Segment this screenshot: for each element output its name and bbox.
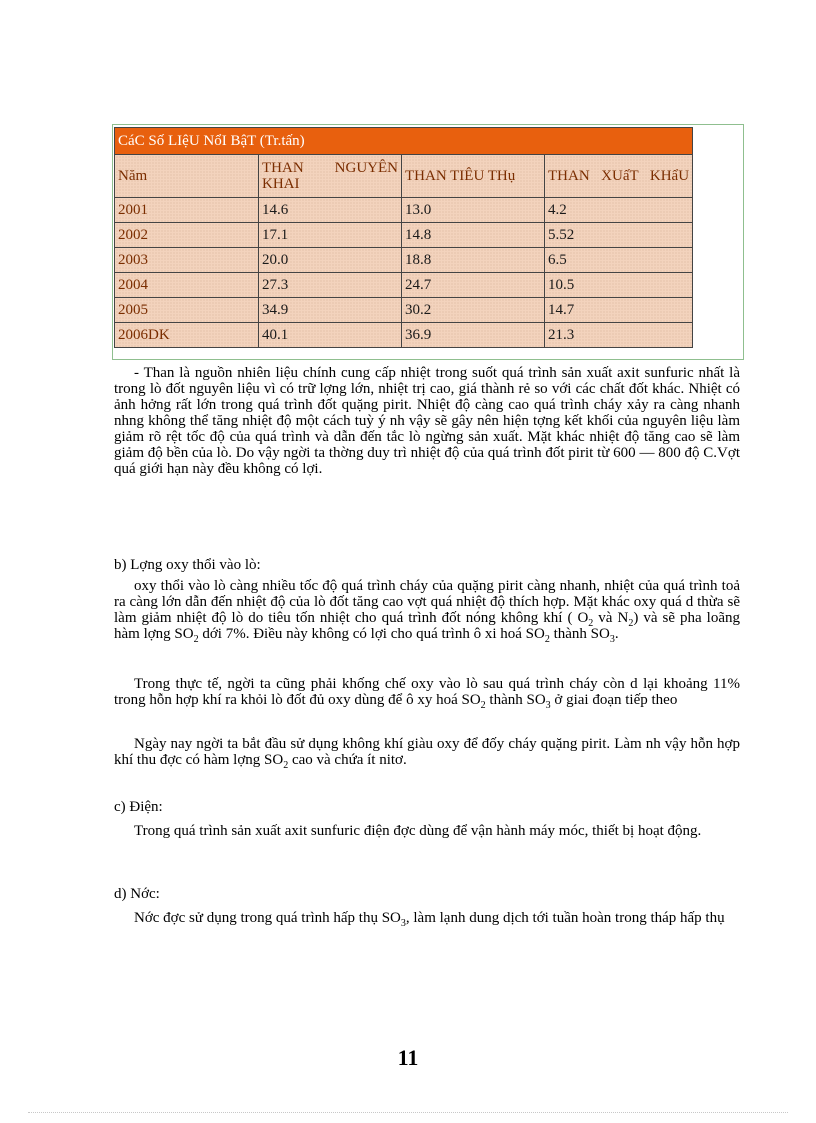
text-run: ở giai đoạn tiếp theo — [550, 692, 678, 708]
cell-value: 14.8 — [402, 223, 545, 248]
cell-value: 4.2 — [545, 198, 693, 223]
page-number: 11 — [397, 1045, 419, 1070]
header-year: Năm — [115, 155, 259, 198]
text-run: ) và sẽ pha loãng hàm lợng SO — [114, 610, 740, 642]
paragraph-oxygen-2 — [114, 676, 740, 711]
cell-value: 36.9 — [402, 323, 545, 348]
cell-value: 14.7 — [545, 298, 693, 323]
paragraph-oxygen-1 — [114, 578, 740, 645]
text-run: Trong thực tế, ngời ta cũng phải khống chế oxy vào lò sau quá trình cháy còn d lại khoảng 11% trong hỗn hợp khí ra khỏi lò đốt đủ oxy dùng để ô xy hoá SO — [114, 676, 740, 708]
heading-oxygen: b) Lợng oxy thổi vào lò: — [114, 557, 261, 573]
cell-value: 40.1 — [259, 323, 402, 348]
cell-year: 2001 — [115, 198, 259, 223]
cell-value: 5.52 — [545, 223, 693, 248]
paragraph-coal — [114, 365, 740, 477]
cell-year: 2005 — [115, 298, 259, 323]
cell-value: 14.6 — [259, 198, 402, 223]
table-row — [115, 198, 693, 223]
paragraph-electricity-text: Trong quá trình sản xuất axit sunfuric điện đợc dùng để vận hành máy móc, thiết bị hoạt động. — [134, 823, 702, 839]
text-run: dới 7%. Điều này không có lợi cho quá trình ô xi hoá SO — [198, 626, 545, 642]
cell-year: 2006DK — [115, 323, 259, 348]
table-row — [115, 248, 693, 273]
text-run: thành SO — [485, 692, 546, 708]
cell-value: 27.3 — [259, 273, 402, 298]
cell-year: 2002 — [115, 223, 259, 248]
paragraph-water — [114, 910, 740, 929]
table-row — [115, 323, 693, 348]
cell-value: 17.1 — [259, 223, 402, 248]
footer-divider — [28, 1112, 788, 1113]
cell-value: 21.3 — [545, 323, 693, 348]
paragraph-coal-text: - Than là nguồn nhiên liệu chính cung cấp nhiệt trong suốt quá trình sản xuất axit sunfuric nhất là trong lò đốt nguyên liệu vì có trữ lợng lớn, nhiệt trị cao, giá thành rẻ so với các chất đốt khác. Nhiệt có ảnh hởng rất lớn trong quá trình đốt quặng pirit. Nhiệt độ càng cao quá trình cháy xảy ra càng nhanh nhng không thể tăng nhiệt độ một cách tuỳ ý nh vậy sẽ gây nên hiện tợng kết khối của nguyên liệu làm giảm rõ rệt tốc độ của quá trình và dẫn đến tắc lò ngừng sản xuất. Mặt khác nhiệt độ tăng cao sẽ làm giảm độ bền của lò. Do vậy ngời ta thờng duy trì nhiệt độ của quá trình đốt pirit từ 600 — 800 độ C.Vợt quá giới hạn này đều không có lợi. — [114, 365, 740, 477]
header-raw-coal: THAN NGUYÊN KHAI — [259, 155, 402, 198]
text-run: và N — [593, 610, 629, 626]
text-run: , làm lạnh dung dịch tới tuần hoàn trong tháp hấp thụ — [405, 910, 725, 926]
text-run: Ngày nay ngời ta bắt đầu sử dụng không khí giàu oxy để đốy cháy quặng pirit. Làm nh vậy hỗn hợp khí thu đợc có hàm lợng SO — [114, 736, 740, 768]
table-row — [115, 273, 693, 298]
table-row — [115, 223, 693, 248]
cell-value: 24.7 — [402, 273, 545, 298]
subscript: 2 — [283, 760, 289, 771]
cell-value: 10.5 — [545, 273, 693, 298]
subscript: 2 — [628, 618, 634, 629]
text-run: cao và chứa ít nitơ. — [288, 752, 407, 768]
subscript: 3 — [609, 634, 615, 645]
subscript: 3 — [400, 918, 406, 929]
paragraph-electricity — [114, 823, 740, 839]
subscript: 2 — [480, 700, 486, 711]
cell-value: 30.2 — [402, 298, 545, 323]
header-coal-consumed: THAN TIÊU THụ — [402, 155, 545, 198]
text-run: oxy thổi vào lò càng nhiều tốc độ quá trình cháy của quặng pirit càng nhanh, nhiệt của quá trình toả ra càng lớn dẫn đến nhiệt độ của lò đốt tăng cao vợt quá nhiệt độ thích hợp. Mặt khác oxy quá d thừa sẽ làm giảm nhiệt độ lò do tiêu tốn nhiệt cho quá trình đốt nóng không khí ( O — [114, 578, 740, 626]
cell-value: 6.5 — [545, 248, 693, 273]
table-title: CáC Số LIệU NổI BậT (Tr.tấn) — [115, 128, 693, 155]
heading-water: d) Nớc: — [114, 886, 160, 902]
cell-value: 13.0 — [402, 198, 545, 223]
header-coal-export: THAN XUấT KHẩU — [545, 155, 693, 198]
subscript: 2 — [588, 618, 594, 629]
cell-value: 34.9 — [259, 298, 402, 323]
paragraph-oxygen-3 — [114, 736, 740, 771]
cell-year: 2003 — [115, 248, 259, 273]
text-run: Nớc đợc sử dụng trong quá trình hấp thụ SO — [134, 910, 401, 926]
cell-year: 2004 — [115, 273, 259, 298]
table-row — [115, 298, 693, 323]
text-run: . — [614, 626, 619, 642]
coal-statistics-table — [114, 127, 693, 348]
heading-electricity: c) Điện: — [114, 799, 163, 815]
subscript: 2 — [193, 634, 199, 645]
subscript: 3 — [545, 700, 551, 711]
table-header-row — [115, 155, 693, 198]
text-run: thành SO — [549, 626, 610, 642]
cell-value: 18.8 — [402, 248, 545, 273]
cell-value: 20.0 — [259, 248, 402, 273]
subscript: 2 — [544, 634, 550, 645]
